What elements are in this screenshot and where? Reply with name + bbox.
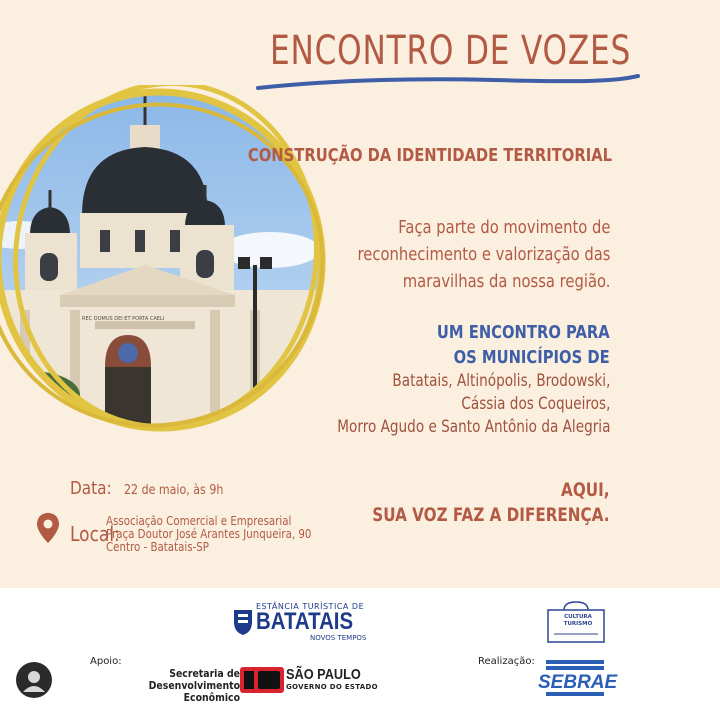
highlight-heading	[437, 320, 610, 370]
secretaria-text	[118, 668, 240, 704]
church-facade-text: REC DOMUS DEI ET PORTA CAELI	[82, 316, 165, 322]
highlight-line: UM ENCONTRO PARA	[437, 322, 610, 343]
closing-line: SUA VOZ FAZ A DIFERENÇA.	[372, 504, 610, 526]
sp-sub: GOVERNO DO ESTADO	[286, 683, 378, 691]
batatais-logo	[232, 602, 372, 642]
apoio-label: Apoio:	[90, 656, 122, 667]
sp-name: SÃO PAULO	[286, 666, 361, 683]
address-line: Centro - Batatais-SP	[106, 539, 209, 554]
location-pin-icon	[36, 512, 60, 544]
cities-line: Morro Agudo e Santo Antônio da Alegria	[336, 417, 610, 437]
sebrae-logo	[538, 658, 618, 700]
secretaria-line: Secretaria de	[169, 667, 240, 680]
sebrae-text: SEBRAE	[538, 672, 618, 693]
cultura-turismo-logo	[546, 600, 606, 644]
sp-logo-icon	[240, 667, 284, 693]
address-line: Associação Comercial e Empresarial	[106, 513, 292, 528]
intro-line: reconhecimento e valorização das	[357, 244, 610, 265]
poster-title: ENCONTRO DE VOZES	[270, 28, 632, 74]
user-icon	[16, 662, 52, 698]
event-date	[70, 478, 241, 499]
cultura-text: CULTURA TURISMO	[563, 614, 593, 627]
intro-paragraph	[357, 214, 610, 295]
address-line: Praça Doutor José Arantes Junqueira, 90	[106, 526, 312, 541]
date-value: 22 de maio, às 9h	[124, 483, 224, 498]
intro-line: maravilhas da nossa região.	[402, 271, 610, 292]
batatais-name: BATATAIS	[256, 608, 354, 635]
cities-list	[337, 370, 610, 439]
poster-subtitle: CONSTRUÇÃO DA IDENTIDADE TERRITORIAL	[247, 145, 612, 166]
local-address	[106, 514, 311, 553]
cities-line: Batatais, Altinópolis, Brodowski,	[392, 371, 610, 391]
sponsor-footer	[0, 588, 720, 713]
batatais-sub: NOVOS TEMPOS	[310, 634, 367, 642]
date-label: Data:	[70, 478, 112, 499]
closing-message	[373, 478, 610, 528]
highlight-line: OS MUNICÍPIOS DE	[453, 347, 610, 368]
batatais-top-text: ESTÂNCIA TURÍSTICA DE	[256, 602, 365, 611]
local-label: Local:	[70, 522, 120, 546]
intro-line: Faça parte do movimento de	[397, 217, 610, 238]
secretaria-line: Desenvolvimento Econômico	[148, 679, 240, 704]
batatais-crest-icon	[232, 606, 254, 636]
realizacao-label: Realização:	[478, 656, 535, 667]
cities-line: Cássia dos Coqueiros,	[460, 394, 610, 414]
closing-line: AQUI,	[561, 479, 610, 501]
avatar[interactable]	[16, 662, 52, 698]
church-photo	[0, 85, 330, 470]
